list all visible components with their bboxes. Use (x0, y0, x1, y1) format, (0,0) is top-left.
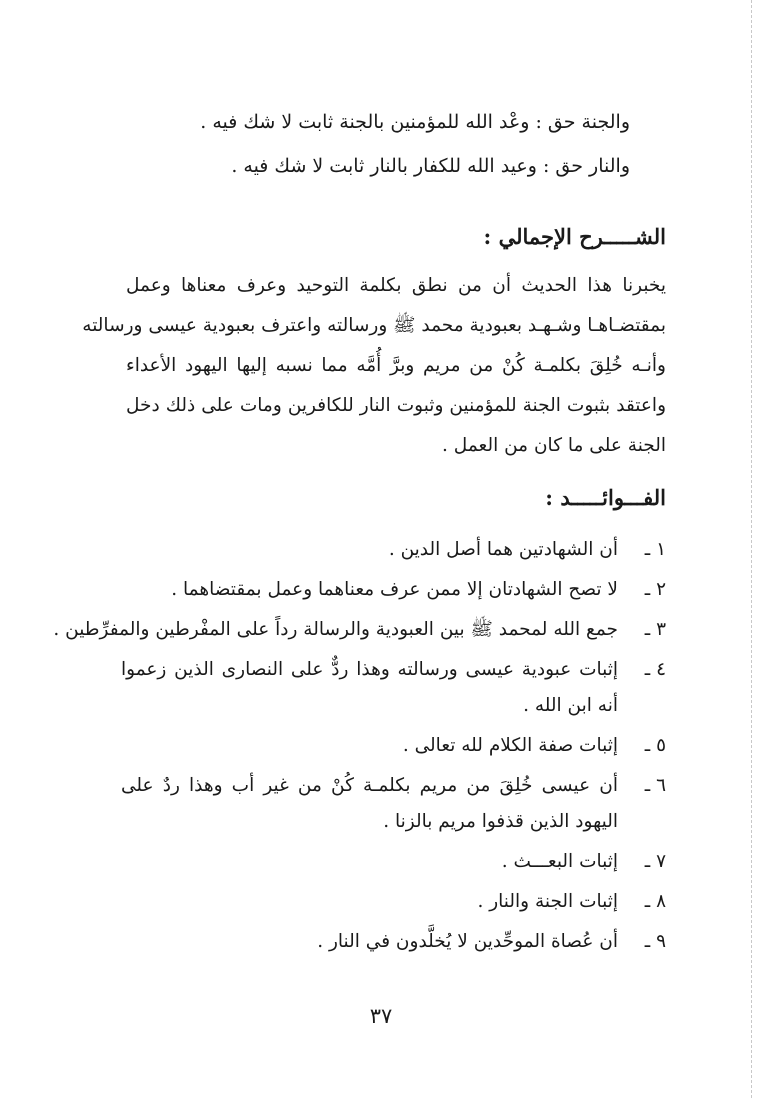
benefit-text: إثبات البعـــث . (501, 851, 618, 872)
summary-line: الجنة على ما كان من العمل . (442, 435, 666, 456)
benefit-item (121, 844, 666, 880)
benefit-item (121, 924, 666, 960)
benefit-number: ٧ ـ (644, 851, 666, 872)
benefit-text: أن عُصاة الموحِّدين لا يُخلَّدون في النار . (317, 931, 618, 952)
benefit-text: أن عيسى خُلِقَ من مريم بكلمـة كُنْ من غير أب وهذا ردٌ على (121, 775, 618, 796)
benefit-item (53, 612, 666, 648)
benefit-text: جمع الله لمحمد ﷺ بين العبودية والرسالة رداً على المفْرطين والمفرِّطين . (53, 619, 618, 640)
benefit-item (121, 768, 666, 840)
benefit-item (121, 884, 666, 920)
intro-line-paradise: والجنة حق : وعْد الله للمؤمنين بالجنة ثابت لا شك فيه . (200, 111, 630, 133)
benefit-text: إثبات الجنة والنار . (477, 891, 618, 912)
benefit-item (121, 728, 666, 764)
benefit-text: أن الشهادتين هما أصل الدين . (388, 539, 618, 560)
benefits-list (53, 532, 666, 960)
benefit-number: ٨ ـ (644, 891, 666, 912)
benefit-number: ٥ ـ (644, 735, 666, 756)
benefit-text-continued: اليهود الذين قذفوا مريم بالزنا . (383, 811, 618, 832)
benefit-number: ٢ ـ (644, 579, 666, 600)
benefit-item (121, 652, 666, 724)
benefits-heading: الفـــوائـــــد : (545, 485, 666, 510)
benefit-number: ٣ ـ (644, 619, 666, 640)
benefit-text-continued: أنه ابن الله . (523, 695, 618, 716)
summary-heading: الشـــــرح الإجمالي : (483, 224, 666, 249)
summary-line: وأنـه خُلِقَ بكلمـة كُنْ من مريم وبرَّ أُمَّه مما نسبه إليها اليهود الأعداء (126, 355, 666, 376)
benefit-text: إثبات عبودية عيسى ورسالته وهذا ردٌّ على النصارى الذين زعموا (121, 659, 618, 680)
intro-definitions (130, 100, 630, 188)
benefit-number: ١ ـ (644, 539, 666, 560)
intro-line-hellfire: والنار حق : وعيد الله للكفار بالنار ثابت لا شك فيه . (231, 155, 630, 177)
benefit-number: ٦ ـ (644, 775, 666, 796)
summary-line: يخبرنا هذا الحديث أن من نطق بكلمة التوحيد وعرف معناها وعمل (126, 275, 666, 296)
benefit-text: إثبات صفة الكلام لله تعالى . (402, 735, 618, 756)
benefit-text: لا تصح الشهادتان إلا ممن عرف معناهما وعمل بمقتضاهما . (171, 579, 618, 600)
summary-line: واعتقد بثبوت الجنة للمؤمنين وثبوت النار للكافرين ومات على ذلك دخل (126, 395, 666, 416)
benefit-number: ٤ ـ (644, 659, 666, 680)
benefit-number: ٩ ـ (644, 931, 666, 952)
benefit-item (121, 572, 666, 608)
summary-line: بمقتضـاهـا وشـهـد بعبودية محمد ﷺ ورسالته واعترف بعبودية عيسى ورسالته (82, 315, 666, 336)
summary-paragraph (82, 266, 666, 466)
margin-dotted-rule (751, 0, 752, 1098)
benefit-item (121, 532, 666, 568)
page-number: ٣٧ (369, 1004, 393, 1028)
